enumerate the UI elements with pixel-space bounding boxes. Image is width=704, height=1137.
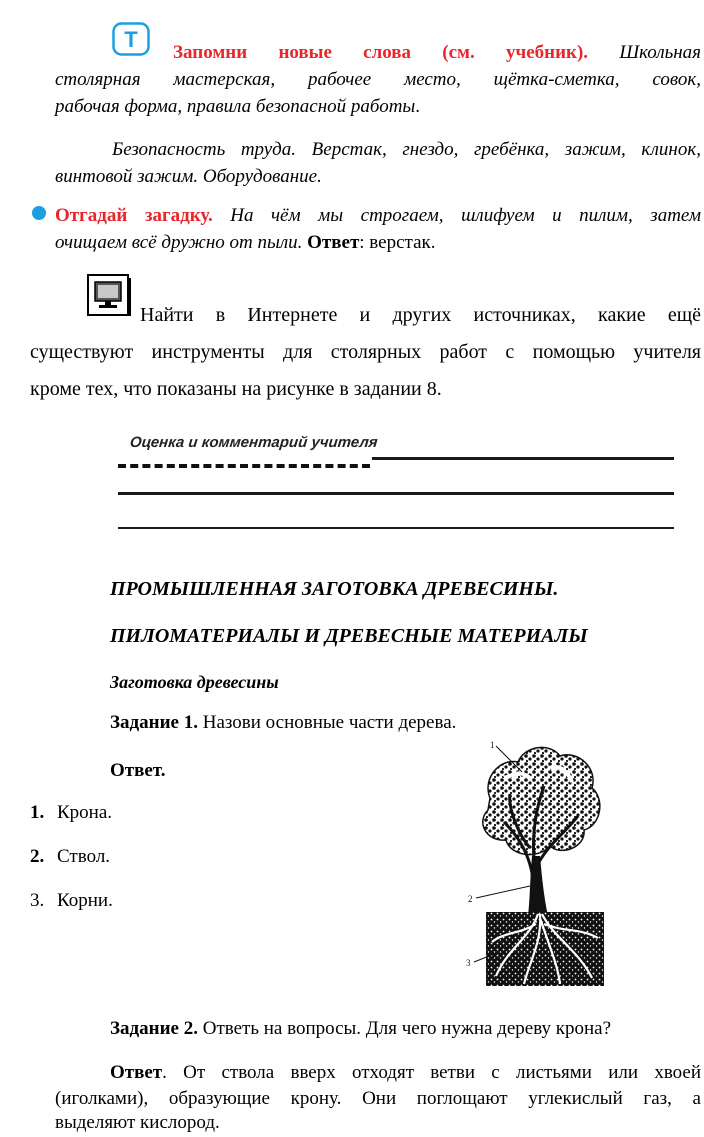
new-words-line-2: столярная мастерская, рабочее место, щётка-сметка, совок, — [55, 69, 701, 90]
figure-label-3: 3 — [466, 958, 471, 968]
comment-line-2 — [118, 492, 674, 495]
internet-task-line-2: существуют инструменты для столярных работ с помощью учителя — [30, 341, 701, 363]
riddle-title: Отгадай загадку. — [55, 205, 213, 226]
new-words-title: Запомни новые слова (см. учебник). — [173, 42, 589, 63]
figure-label-2: 2 — [468, 894, 473, 904]
teacher-comment-label: Оценка и комментарий учителя — [129, 434, 379, 451]
internet-task-line-1: Найти в Интернете и других источниках, какие ещё — [140, 304, 701, 326]
comment-line-3 — [118, 527, 674, 529]
riddle-line-2: очищаем всё дружно от пыли. Ответ: верстак. — [55, 232, 436, 253]
task2-question: Задание 2. Ответь на вопросы. Для чего нужна дереву крона? — [110, 1018, 612, 1039]
section-subheading: Заготовка древесины — [110, 672, 279, 692]
task2-answer-line-2: (иголками), образующие крону. Они поглощают углекислый газ, а — [55, 1088, 701, 1109]
task2-answer-line-1: Ответ. От ствола вверх отходят ветви с листьями или хвоей — [110, 1062, 701, 1083]
list-item: 1. Крона. — [30, 802, 113, 823]
list-item: 2. Ствол. — [30, 846, 111, 867]
new-words-line-1: Запомни новые слова (см. учебник). Школьная — [173, 42, 702, 63]
comment-line-1 — [372, 457, 674, 460]
figure-label-1: 1 — [490, 740, 495, 750]
list-item: 3. Корни. — [30, 890, 113, 911]
comment-dashed-line — [118, 464, 370, 468]
tree-diagram — [460, 738, 610, 990]
computer-icon — [87, 274, 131, 316]
riddle-line-1: Отгадай загадку. На чём мы строгаем, шлифуем и пилим, затем — [55, 205, 702, 226]
task1-answer-label: Ответ. — [110, 760, 166, 781]
text-icon — [112, 22, 150, 56]
section-heading-1: ПРОМЫШЛЕННАЯ ЗАГОТОВКА ДРЕВЕСИНЫ. — [110, 578, 559, 600]
task1-question: Задание 1. Назови основные части дерева. — [110, 712, 457, 733]
safety-words-line-1: Безопасность труда. Верстак, гнездо, гребёнка, зажим, клинок, — [112, 139, 701, 160]
task2-answer-line-3: выделяют кислород. — [55, 1112, 220, 1133]
new-words-line-3: рабочая форма, правила безопасной работы. — [55, 96, 421, 117]
section-heading-2: ПИЛОМАТЕРИАЛЫ И ДРЕВЕСНЫЕ МАТЕРИАЛЫ — [110, 625, 588, 647]
blue-bullet — [32, 206, 46, 220]
svg-text:T: T — [124, 27, 138, 52]
safety-words-line-2: винтовой зажим. Оборудование. — [55, 166, 322, 187]
internet-task-line-3: кроме тех, что показаны на рисунке в задании 8. — [30, 378, 442, 400]
